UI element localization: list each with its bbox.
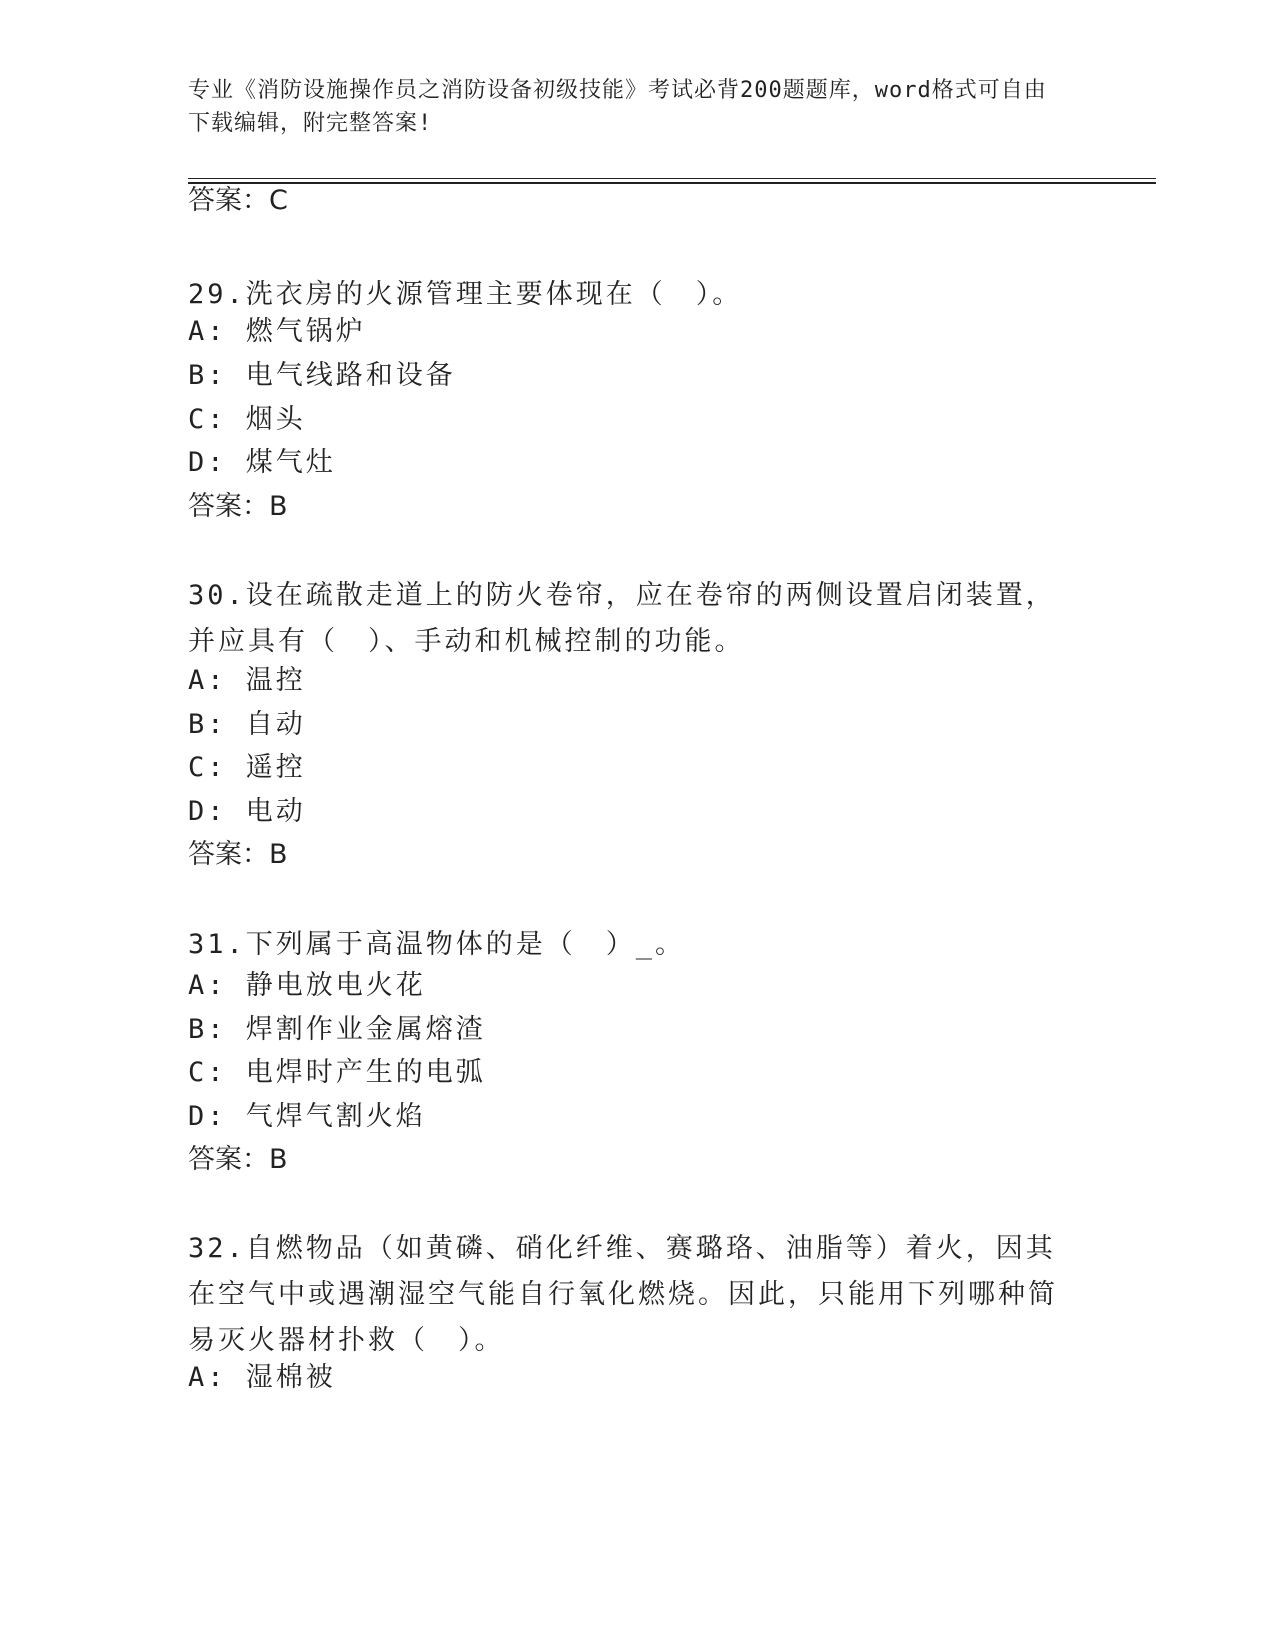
answer-line: 答案：B [188,1144,288,1175]
option-a: A: 湿棉被 [188,1362,336,1393]
header-divider-thick [188,182,1156,184]
option-a: A: 静电放电火花 [188,970,426,1001]
answer-line: 答案：C [188,185,288,216]
document-intro: 专业《消防设施操作员之消防设备初级技能》考试必背200题题库，word格式可自由下载编辑，附完整答案! [188,78,1047,136]
option-c: C: 电焊时产生的电弧 [188,1057,486,1088]
answer-line: 答案：B [188,491,288,522]
option-b: B: 焊割作业金属熔渣 [188,1014,486,1045]
option-a: A: 燃气锅炉 [188,316,366,347]
question-stem: 31.下列属于高温物体的是（ ）_。 [188,929,686,960]
option-a: A: 温控 [188,665,306,696]
option-c: C: 烟头 [188,404,306,435]
question-stem: 30.设在疏散走道上的防火卷帘，应在卷帘的两侧设置启闭装置，并应具有（ ）、手动和机械控制的功能。 [188,580,1056,657]
option-d: D: 煤气灶 [188,447,336,478]
option-c: C: 遥控 [188,752,306,783]
header-divider-thin [188,178,1156,179]
question-stem: 29.洗衣房的火源管理主要体现在（ ）。 [188,279,743,310]
option-b: B: 自动 [188,709,306,740]
option-b: B: 电气线路和设备 [188,360,456,391]
option-d: D: 电动 [188,796,306,827]
answer-line: 答案：B [188,839,288,870]
question-stem: 32.自燃物品（如黄磷、硝化纤维、赛璐珞、油脂等）着火，因其在空气中或遇潮湿空气能自行氧化燃烧。因此，只能用下列哪种简易灭火器材扑救（ ）。 [188,1233,1058,1356]
option-d: D: 气焊气割火焰 [188,1101,426,1132]
